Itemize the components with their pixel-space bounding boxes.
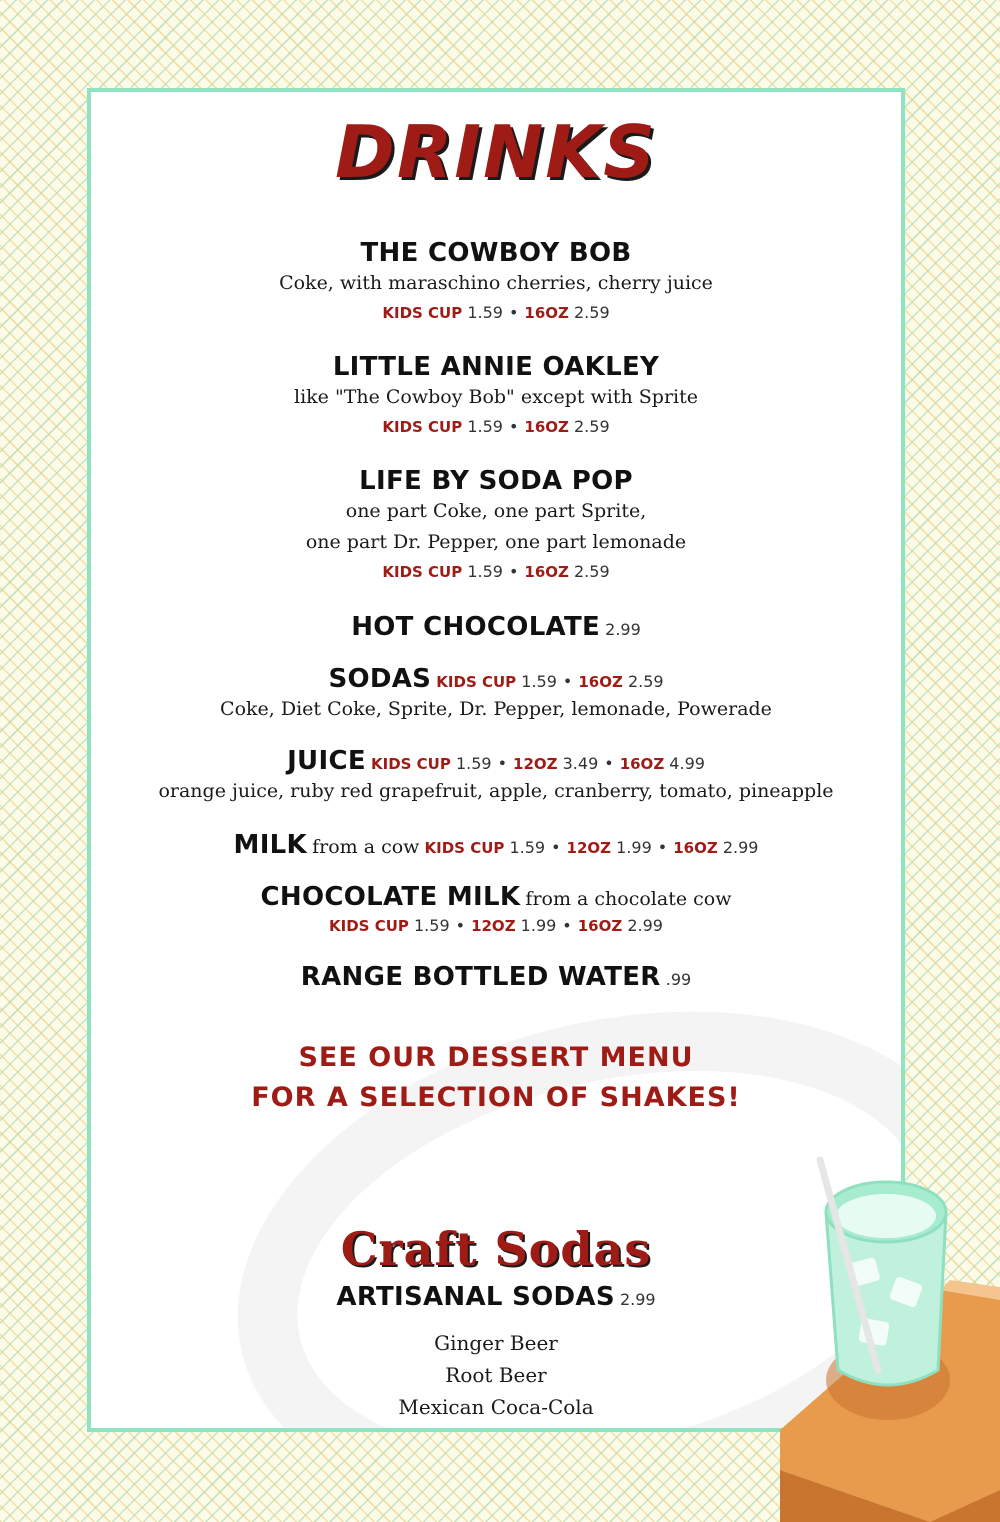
- promo-line-1: SEE OUR DESSERT MENU: [298, 1042, 694, 1073]
- kids-cup-price: 1.59: [455, 754, 492, 773]
- 12oz-price: 1.99: [616, 838, 652, 857]
- 16oz-label: 16OZ: [524, 418, 569, 436]
- item-name: HOT CHOCOLATE: [351, 612, 601, 642]
- menu-item-chocolate-milk: [91, 882, 901, 940]
- glass-liquid-top: [836, 1194, 936, 1238]
- kids-cup-price: 1.59: [414, 916, 450, 935]
- kids-cup-price: 1.59: [467, 303, 503, 322]
- menu-item-life-by-soda-pop: [91, 466, 901, 586]
- item-note: from a cow: [312, 836, 420, 858]
- kids-cup-label: KIDS CUP: [329, 917, 409, 935]
- 16oz-label: 16OZ: [578, 673, 623, 691]
- promo-line-2: FOR A SELECTION OF SHAKES!: [251, 1082, 741, 1113]
- item-prices: KIDS CUP 1.59 • 12OZ 1.99 • 16OZ 2.99: [329, 916, 663, 935]
- item-name: CHOCOLATE MILK: [260, 882, 521, 912]
- item-name: LIFE BY SODA POP: [359, 466, 633, 496]
- 16oz-label: 16OZ: [524, 304, 569, 322]
- item-description: Coke, Diet Coke, Sprite, Dr. Pepper, lemonade, Powerade: [220, 698, 772, 720]
- menu-item-juice: JUICE KIDS CUP 1.59 • 12OZ 3.49 • 16OZ 4.99 orange juice, ruby red grapefruit, apple, cranberry, tomato, pineapple: [91, 746, 901, 807]
- item-name: SODAS: [328, 664, 432, 694]
- shakes-promo: [91, 1038, 901, 1118]
- 16oz-price: 2.59: [574, 562, 610, 581]
- item-description: orange juice, ruby red grapefruit, apple, cranberry, tomato, pineapple: [158, 780, 834, 802]
- kids-cup-label: KIDS CUP: [370, 755, 451, 773]
- kids-cup-price: 1.59: [467, 562, 503, 581]
- 16oz-label: 16OZ: [577, 917, 623, 935]
- item-prices: KIDS CUP 1.59 • 16OZ 2.59: [382, 562, 610, 581]
- kids-cup-price: 1.59: [521, 672, 557, 691]
- kids-cup-label: KIDS CUP: [382, 418, 463, 436]
- item-prices: KIDS CUP 1.59 • 16OZ 2.59: [382, 303, 610, 322]
- craft-sodas-title: Craft Sodas: [340, 1222, 652, 1276]
- item-name: JUICE: [287, 746, 366, 776]
- 16oz-price: 2.59: [574, 417, 610, 436]
- item-name: RANGE BOTTLED WATER: [300, 962, 661, 992]
- soda-glass-icon: [780, 1150, 1000, 1522]
- item-description: Coke, with maraschino cherries, cherry juice: [279, 272, 713, 294]
- item-name: ARTISANAL SODAS: [336, 1282, 615, 1312]
- 12oz-label: 12OZ: [566, 839, 612, 857]
- kids-cup-label: KIDS CUP: [436, 673, 517, 691]
- item-price: .99: [665, 970, 692, 989]
- item-note: from a chocolate cow: [525, 888, 732, 910]
- 16oz-price: 2.99: [722, 838, 759, 857]
- kids-cup-label: KIDS CUP: [424, 839, 505, 857]
- item-name: MILK: [233, 830, 307, 860]
- 16oz-price: 2.59: [627, 672, 664, 691]
- item-description: like "The Cowboy Bob" except with Sprite: [294, 386, 698, 408]
- 16oz-price: 4.99: [669, 754, 705, 773]
- 16oz-label: 16OZ: [619, 755, 665, 773]
- 12oz-price: 3.49: [562, 754, 599, 773]
- menu-item-milk: MILK from a cow KIDS CUP 1.59 • 12OZ 1.99 • 16OZ 2.99: [233, 830, 759, 860]
- item-price: 2.99: [619, 1290, 656, 1309]
- 12oz-label: 12OZ: [513, 755, 558, 773]
- 16oz-price: 2.59: [574, 303, 610, 322]
- list-item: Root Beer: [445, 1363, 547, 1387]
- menu-item-little-annie-oakley: [91, 352, 901, 441]
- item-prices: KIDS CUP 1.59 • 16OZ 2.59: [382, 417, 610, 436]
- menu-item-hot-chocolate: [91, 612, 901, 642]
- 12oz-price: 1.99: [520, 916, 557, 935]
- list-item: Ginger Beer: [434, 1331, 558, 1355]
- kids-cup-price: 1.59: [509, 838, 546, 857]
- kids-cup-label: KIDS CUP: [382, 563, 463, 581]
- menu-item-bottled-water: [91, 962, 901, 992]
- menu-item-sodas: SODAS KIDS CUP 1.59 • 16OZ 2.59 Coke, Diet Coke, Sprite, Dr. Pepper, lemonade, Powerade: [91, 664, 901, 725]
- item-name: THE COWBOY BOB: [360, 238, 632, 268]
- menu-title: DRINKS: [335, 110, 657, 194]
- 16oz-label: 16OZ: [524, 563, 569, 581]
- item-description-line-2: one part Dr. Pepper, one part lemonade: [305, 531, 687, 553]
- 12oz-label: 12OZ: [471, 917, 516, 935]
- item-name: LITTLE ANNIE OAKLEY: [332, 352, 660, 382]
- 16oz-label: 16OZ: [673, 839, 718, 857]
- kids-cup-price: 1.59: [467, 417, 503, 436]
- kids-cup-label: KIDS CUP: [382, 304, 463, 322]
- item-price: 2.99: [605, 620, 641, 639]
- list-item: Mexican Coca-Cola: [398, 1395, 594, 1419]
- menu-item-cowboy-bob: [91, 238, 901, 327]
- 16oz-price: 2.99: [627, 916, 663, 935]
- item-description-line-1: one part Coke, one part Sprite,: [345, 500, 647, 522]
